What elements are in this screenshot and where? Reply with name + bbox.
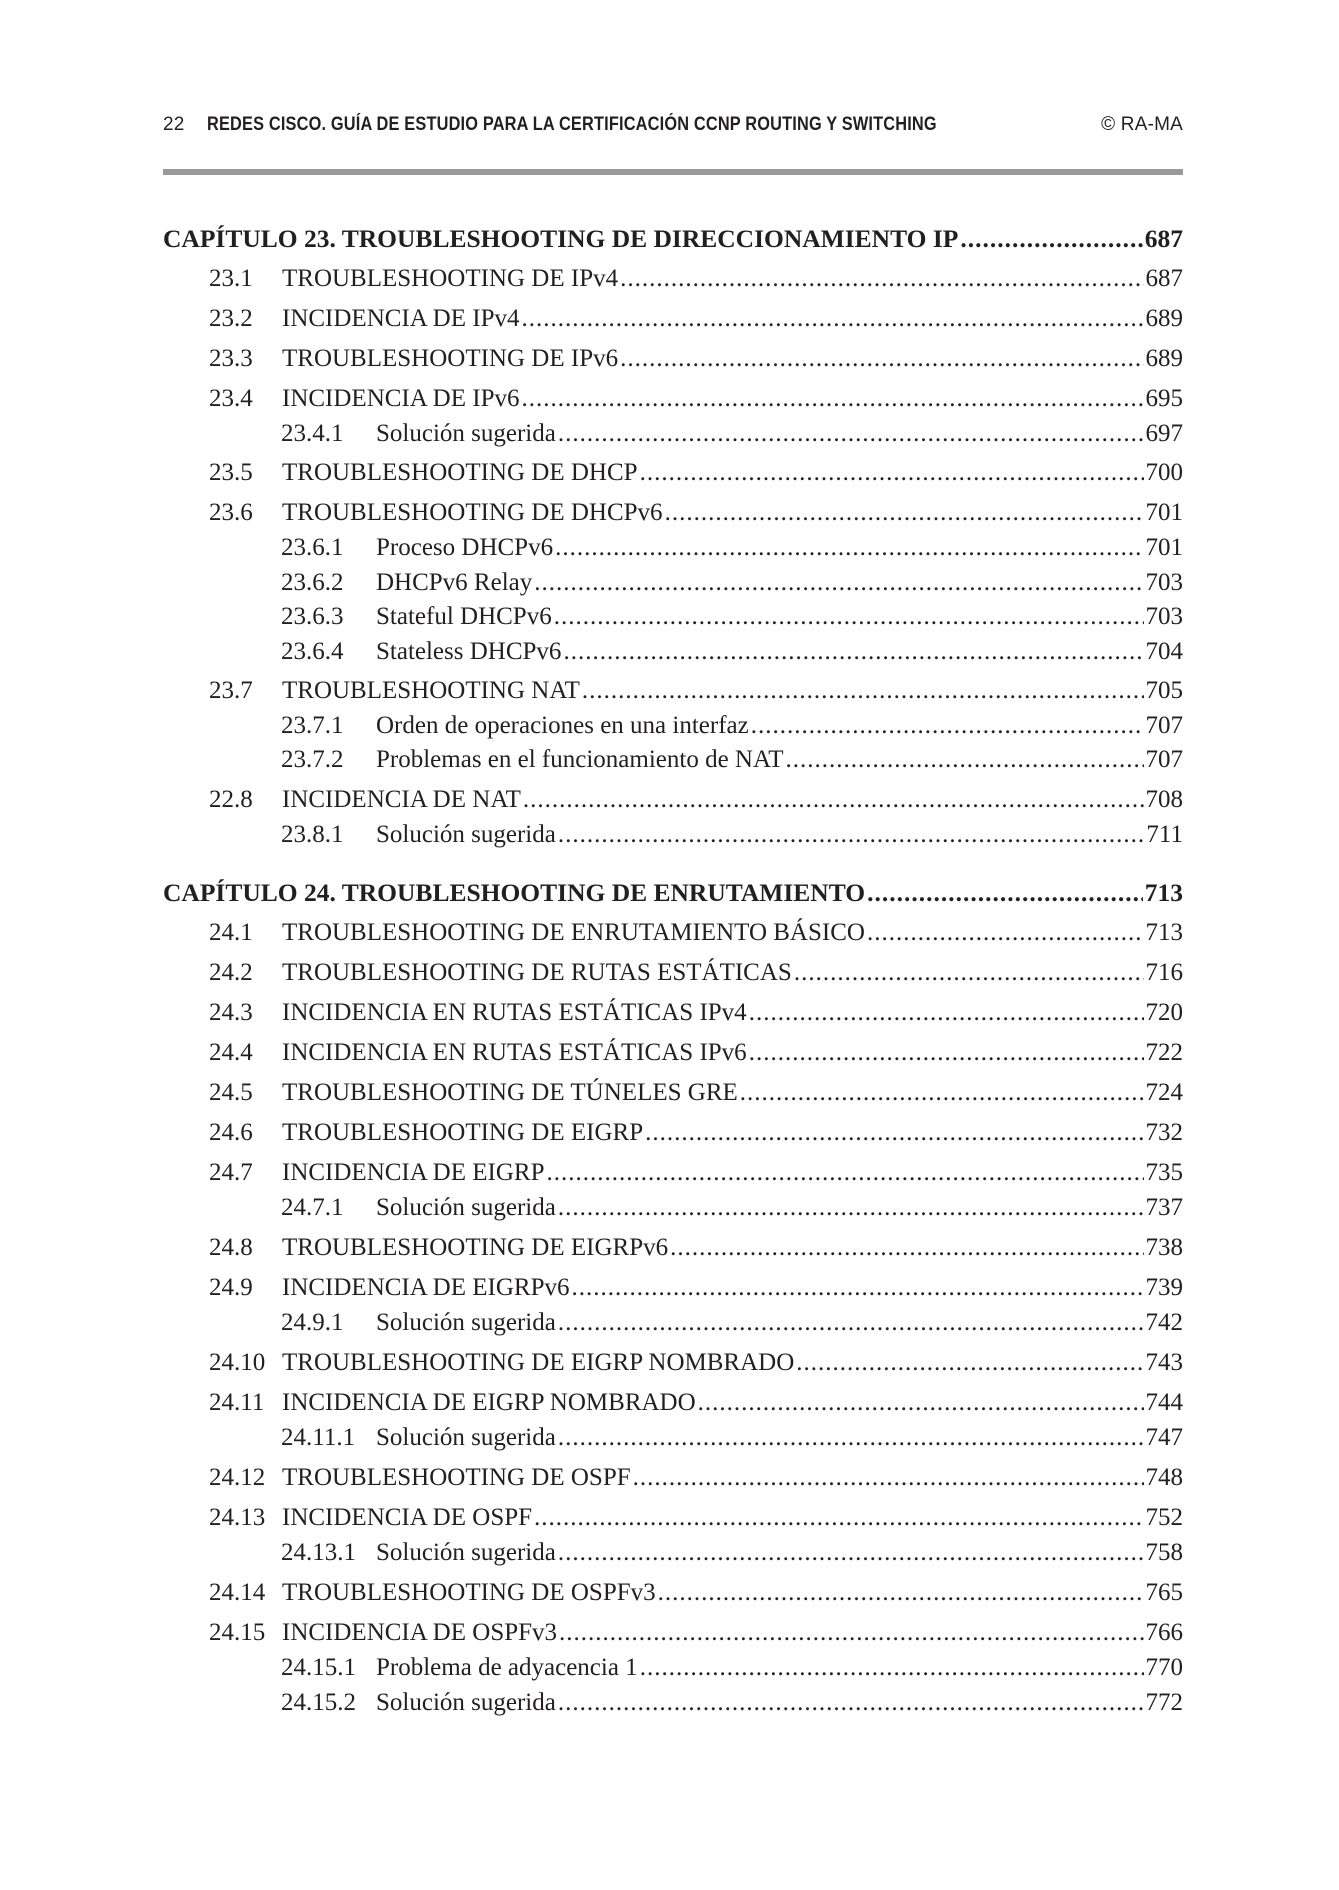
toc-dot-leader <box>572 1273 1144 1303</box>
toc-dot-leader <box>796 1348 1143 1378</box>
toc-page-number: 732 <box>1145 1119 1183 1146</box>
toc-dot-leader <box>645 1118 1143 1148</box>
toc-section-entry[interactable] <box>163 344 1183 374</box>
toc-entry-title: INCIDENCIA DE NAT <box>282 786 521 813</box>
toc-page-number: 724 <box>1145 1079 1183 1106</box>
toc-subsection-entry[interactable] <box>163 711 1183 741</box>
toc-entry-title: Orden de operaciones en una interfaz <box>376 712 749 739</box>
toc-dot-leader <box>558 1423 1144 1453</box>
toc-entry-title: TROUBLESHOOTING DE DHCP <box>282 459 638 486</box>
toc-page-number: 738 <box>1145 1234 1183 1261</box>
toc-page-number: 766 <box>1145 1619 1183 1646</box>
toc-dot-leader <box>558 820 1145 850</box>
toc-entry-number: 24.11 <box>209 1389 265 1416</box>
toc-subsection-entry[interactable] <box>163 1193 1183 1223</box>
toc-subsection-entry[interactable] <box>163 568 1183 598</box>
toc-entry-number: 24.5 <box>209 1079 253 1106</box>
toc-entry-title: Solución sugerida <box>376 1309 556 1336</box>
toc-entry-title: CAPÍTULO 24. TROUBLESHOOTING DE ENRUTAMIENTO <box>163 878 866 907</box>
toc-section-entry[interactable] <box>163 1078 1183 1108</box>
toc-dot-leader <box>867 918 1144 948</box>
toc-dot-leader <box>558 1688 1144 1718</box>
toc-entry-number: 24.15.2 <box>281 1689 356 1716</box>
toc-page-number: 707 <box>1145 746 1183 773</box>
toc-dot-leader <box>563 637 1143 667</box>
toc-entry-title: Solución sugerida <box>376 821 556 848</box>
toc-section-entry[interactable] <box>163 1503 1183 1533</box>
toc-entry-title: CAPÍTULO 23. TROUBLESHOOTING DE DIRECCIONAMIENTO IP <box>163 224 959 253</box>
running-header <box>163 108 1183 142</box>
toc-subsection-entry[interactable] <box>163 745 1183 775</box>
publisher-mark: © RA-MA <box>1101 114 1183 135</box>
toc-page-number: 752 <box>1145 1504 1183 1531</box>
toc-dot-leader <box>640 1653 1144 1683</box>
toc-section-entry[interactable] <box>163 1388 1183 1418</box>
toc-page-number: 704 <box>1145 638 1183 665</box>
toc-entry-title: TROUBLESHOOTING DE OSPFv3 <box>282 1579 656 1606</box>
toc-page-number: 758 <box>1145 1539 1183 1566</box>
toc-entry-number: 23.3 <box>209 345 253 372</box>
toc-page-number: 713 <box>1145 919 1183 946</box>
toc-dot-leader <box>559 1618 1143 1648</box>
toc-page-number: 747 <box>1145 1424 1183 1451</box>
toc-dot-leader <box>620 264 1143 294</box>
toc-dot-leader <box>558 1308 1144 1338</box>
toc-page-number: 737 <box>1145 1194 1183 1221</box>
toc-entry-number: 24.3 <box>209 999 253 1026</box>
toc-entry-title: INCIDENCIA DE OSPF <box>282 1504 533 1531</box>
toc-entry-title: Solución sugerida <box>376 1689 556 1716</box>
toc-entry-title: Problema de adyacencia 1 <box>376 1654 638 1681</box>
toc-entry-title: TROUBLESHOOTING DE OSPF <box>282 1464 631 1491</box>
toc-entry-title: INCIDENCIA DE IPv6 <box>282 385 520 412</box>
page-number: 22 <box>163 114 185 135</box>
toc-entry-title: Problemas en el funcionamiento de NAT <box>376 746 784 773</box>
toc-section-entry[interactable] <box>163 1578 1183 1608</box>
toc-dot-leader <box>794 958 1144 988</box>
toc-entry-number: 24.7.1 <box>281 1194 344 1221</box>
toc-subsection-entry[interactable] <box>163 820 1183 850</box>
toc-entry-number: 24.11.1 <box>281 1424 356 1451</box>
toc-entry-title: Solución sugerida <box>376 1424 556 1451</box>
book-title: REDES CISCO. GUÍA DE ESTUDIO PARA LA CERTIFICACIÓN CCNP ROUTING Y SWITCHING <box>207 114 937 135</box>
toc-entry-number: 24.9.1 <box>281 1309 344 1336</box>
toc-entry-number: 23.4.1 <box>281 420 344 447</box>
toc-entry-number: 24.13 <box>209 1504 266 1531</box>
toc-section-entry[interactable] <box>163 1038 1183 1068</box>
toc-entry-title: INCIDENCIA DE OSPFv3 <box>282 1619 558 1646</box>
toc-page-number: 713 <box>1144 878 1183 907</box>
toc-section-entry[interactable] <box>163 958 1183 988</box>
toc-page-number: 707 <box>1145 712 1183 739</box>
toc-page-number: 742 <box>1145 1309 1183 1336</box>
toc-dot-leader <box>960 224 1142 254</box>
toc-entry-number: 23.4 <box>209 385 253 412</box>
toc-entry-number: 24.7 <box>209 1159 253 1186</box>
toc-entry-title: INCIDENCIA DE EIGRP NOMBRADO <box>282 1389 696 1416</box>
toc-entry-number: 22.8 <box>209 786 253 813</box>
toc-chapter-entry[interactable] <box>163 878 1183 908</box>
toc-dot-leader <box>534 568 1143 598</box>
toc-dot-leader <box>867 878 1143 908</box>
toc-entry-title: TROUBLESHOOTING DE EIGRPv6 <box>282 1234 669 1261</box>
toc-dot-leader <box>558 419 1144 449</box>
toc-entry-title: Proceso DHCPv6 <box>376 534 554 561</box>
toc-section-entry[interactable] <box>163 998 1183 1028</box>
toc-dot-leader <box>555 533 1143 563</box>
toc-dot-leader <box>582 676 1144 706</box>
toc-page-number: 722 <box>1145 1039 1183 1066</box>
toc-subsection-entry[interactable] <box>163 1423 1183 1453</box>
toc-subsection-entry[interactable] <box>163 1308 1183 1338</box>
header-rule <box>163 169 1183 175</box>
toc-page-number: 739 <box>1145 1274 1183 1301</box>
toc-entry-title: Stateless DHCPv6 <box>376 638 562 665</box>
toc-page-number: 743 <box>1145 1349 1183 1376</box>
toc-dot-leader <box>786 745 1144 775</box>
toc-chapter-entry[interactable] <box>163 224 1183 254</box>
toc-dot-leader <box>698 1388 1144 1418</box>
toc-entry-title: TROUBLESHOOTING DE IPv6 <box>282 345 619 372</box>
toc-entry-number: 24.14 <box>209 1579 266 1606</box>
toc-section-entry[interactable] <box>163 384 1183 414</box>
toc-section-entry[interactable] <box>163 304 1183 334</box>
toc-section-entry[interactable] <box>163 1618 1183 1648</box>
toc-dot-leader <box>554 602 1144 632</box>
toc-subsection-entry[interactable] <box>163 1538 1183 1568</box>
toc-dot-leader <box>534 1503 1143 1533</box>
toc-entry-number: 24.15 <box>209 1619 266 1646</box>
toc-entry-number: 23.6.3 <box>281 603 344 630</box>
toc-section-entry[interactable] <box>163 1348 1183 1378</box>
toc-dot-leader <box>522 384 1144 414</box>
toc-entry-number: 24.13.1 <box>281 1539 356 1566</box>
toc-entry-number: 23.2 <box>209 305 253 332</box>
toc-section-entry[interactable] <box>163 458 1183 488</box>
toc-page-number: 700 <box>1145 459 1183 486</box>
toc-section-entry[interactable] <box>163 785 1183 815</box>
toc-subsection-entry[interactable] <box>163 1688 1183 1718</box>
toc-entry-number: 24.10 <box>209 1349 266 1376</box>
toc-entry-number: 24.8 <box>209 1234 253 1261</box>
toc-entry-title: INCIDENCIA EN RUTAS ESTÁTICAS IPv6 <box>282 1039 747 1066</box>
toc-section-entry[interactable] <box>163 498 1183 528</box>
toc-dot-leader <box>749 1038 1144 1068</box>
toc-entry-title: TROUBLESHOOTING DE IPv4 <box>282 265 619 292</box>
toc-dot-leader <box>558 1193 1144 1223</box>
toc-dot-leader <box>740 1078 1144 1108</box>
toc-section-entry[interactable] <box>163 1233 1183 1263</box>
toc-entry-title: Solución sugerida <box>376 1539 556 1566</box>
toc-page-number: 716 <box>1145 959 1183 986</box>
toc-entry-number: 24.6 <box>209 1119 253 1146</box>
toc-subsection-entry[interactable] <box>163 602 1183 632</box>
toc-dot-leader <box>665 498 1144 528</box>
toc-page-number: 701 <box>1145 499 1183 526</box>
toc-page-number: 720 <box>1145 999 1183 1026</box>
toc-section-entry[interactable] <box>163 676 1183 706</box>
toc-section-entry[interactable] <box>163 918 1183 948</box>
toc-entry-number: 23.5 <box>209 459 253 486</box>
toc-entry-title: Solución sugerida <box>376 420 556 447</box>
toc-entry-title: Solución sugerida <box>376 1194 556 1221</box>
toc-page-number: 744 <box>1145 1389 1183 1416</box>
toc-entry-title: INCIDENCIA DE EIGRP <box>282 1159 545 1186</box>
toc-dot-leader <box>547 1158 1144 1188</box>
toc-entry-number: 23.7.1 <box>281 712 344 739</box>
toc-page-number: 689 <box>1145 345 1183 372</box>
toc-page-number: 711 <box>1146 821 1183 848</box>
toc-entry-title: TROUBLESHOOTING DE EIGRP <box>282 1119 644 1146</box>
toc-entry-number: 24.1 <box>209 919 253 946</box>
toc-entry-title: TROUBLESHOOTING DE ENRUTAMIENTO BÁSICO <box>282 919 865 946</box>
toc-page-number: 748 <box>1145 1464 1183 1491</box>
toc-entry-number: 24.15.1 <box>281 1654 356 1681</box>
toc-section-entry[interactable] <box>163 1273 1183 1303</box>
toc-entry-title: INCIDENCIA DE EIGRPv6 <box>282 1274 570 1301</box>
toc-subsection-entry[interactable] <box>163 637 1183 667</box>
toc-page-number: 687 <box>1144 224 1183 253</box>
toc-dot-leader <box>633 1463 1144 1493</box>
toc-entry-number: 23.8.1 <box>281 821 344 848</box>
toc-page-number: 697 <box>1145 420 1183 447</box>
toc-section-entry[interactable] <box>163 1118 1183 1148</box>
toc-entry-title: TROUBLESHOOTING DE TÚNELES GRE <box>282 1079 738 1106</box>
toc-entry-number: 23.1 <box>209 265 253 292</box>
toc-subsection-entry[interactable] <box>163 533 1183 563</box>
toc-page-number: 705 <box>1145 677 1183 704</box>
toc-subsection-entry[interactable] <box>163 419 1183 449</box>
toc-entry-title: TROUBLESHOOTING NAT <box>282 677 580 704</box>
toc-dot-leader <box>522 304 1144 334</box>
toc-dot-leader <box>670 1233 1143 1263</box>
toc-entry-number: 23.6 <box>209 499 253 526</box>
toc-entry-title: TROUBLESHOOTING DE RUTAS ESTÁTICAS <box>282 959 792 986</box>
toc-entry-number: 23.7 <box>209 677 253 704</box>
toc-dot-leader <box>558 1538 1144 1568</box>
toc-dot-leader <box>658 1578 1144 1608</box>
toc-dot-leader <box>751 711 1144 741</box>
toc-page-number: 708 <box>1145 786 1183 813</box>
toc-entry-title: TROUBLESHOOTING DE DHCPv6 <box>282 499 663 526</box>
toc-entry-number: 24.2 <box>209 959 253 986</box>
toc-section-entry[interactable] <box>163 1158 1183 1188</box>
toc-entry-number: 23.7.2 <box>281 746 344 773</box>
toc-entry-number: 23.6.1 <box>281 534 344 561</box>
toc-entry-title: INCIDENCIA EN RUTAS ESTÁTICAS IPv4 <box>282 999 747 1026</box>
toc-subsection-entry[interactable] <box>163 1653 1183 1683</box>
toc-entry-title: INCIDENCIA DE IPv4 <box>282 305 520 332</box>
toc-entry-title: DHCPv6 Relay <box>376 569 533 596</box>
toc-entry-title: Stateful DHCPv6 <box>376 603 552 630</box>
toc-entry-number: 24.12 <box>209 1464 266 1491</box>
toc-section-entry[interactable] <box>163 264 1183 294</box>
toc-entry-number: 23.6.4 <box>281 638 344 665</box>
toc-page-number: 695 <box>1145 385 1183 412</box>
toc-dot-leader <box>620 344 1143 374</box>
toc-dot-leader <box>749 998 1144 1028</box>
toc-page-number: 772 <box>1145 1689 1183 1716</box>
toc-page-number: 765 <box>1145 1579 1183 1606</box>
toc-page-number: 703 <box>1145 603 1183 630</box>
toc-page-number: 735 <box>1145 1159 1183 1186</box>
toc-page-number: 687 <box>1145 265 1183 292</box>
toc-entry-number: 24.4 <box>209 1039 253 1066</box>
toc-entry-title: TROUBLESHOOTING DE EIGRP NOMBRADO <box>282 1349 795 1376</box>
toc-entry-number: 23.6.2 <box>281 569 344 596</box>
toc-dot-leader <box>523 785 1144 815</box>
toc-page-number: 703 <box>1145 569 1183 596</box>
toc-page-number: 689 <box>1145 305 1183 332</box>
toc-section-entry[interactable] <box>163 1463 1183 1493</box>
toc-page-number: 770 <box>1145 1654 1183 1681</box>
toc-entry-number: 24.9 <box>209 1274 253 1301</box>
toc-page-number: 701 <box>1145 534 1183 561</box>
toc-dot-leader <box>640 458 1144 488</box>
